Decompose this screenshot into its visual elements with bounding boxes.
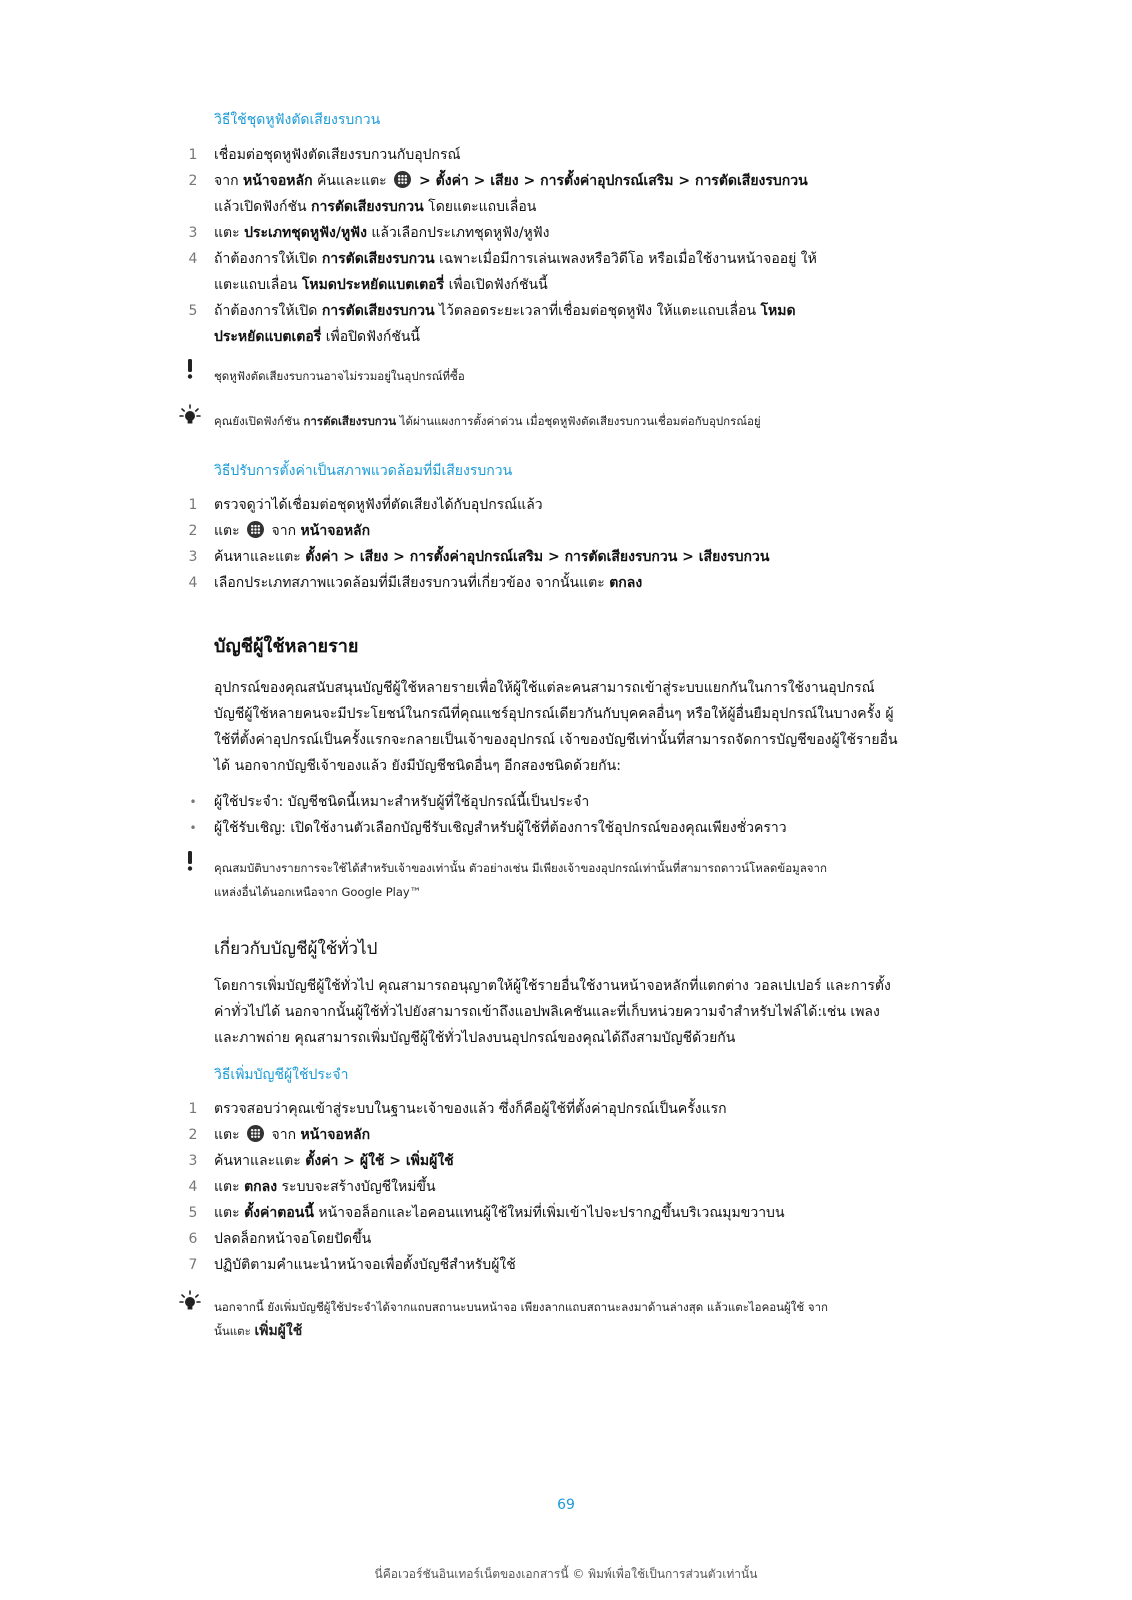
step-number: 3 (188, 1153, 198, 1169)
tip-text: นอกจากนี้ ยังเพิ่มบัญชีผู้ใช้ประจำได้จากแถบสถานะบนหน้าจอ เพียงลากแถบสถานะลงมาด้านล่างสุด แล้วแตะไอคอนผู้ใช้ จาก นั้นแตะ เพิ่มผู้ใช้ (214, 1300, 829, 1339)
step-text-continued: แล้วเปิดฟังก์ชัน การตัดเสียงรบกวน โดยแตะแถบเลื่อน (214, 199, 537, 215)
exclamation-icon (181, 850, 199, 872)
note-text: ชุดหูฟังตัดเสียงรบกวนอาจไม่รวมอยู่ในอุปกรณ์ที่ซื้อ (214, 369, 465, 383)
bullet-marker: • (189, 795, 197, 809)
step-text-continued: ประหยัดแบตเตอรี่ เพื่อปิดฟังก์ชันนี้ (214, 329, 420, 345)
step-number: 3 (188, 225, 198, 241)
step-text: เลือกประเภทสภาพแวดล้อมที่มีเสียงรบกวนที่เกี่ยวข้อง จากนั้นแตะ ตกลง (214, 575, 643, 591)
apps-dots-icon (394, 171, 411, 188)
step-number: 5 (188, 1205, 198, 1221)
step-text: เชื่อมต่อชุดหูฟังตัดเสียงรบกวนกับอุปกรณ์ (214, 147, 461, 163)
step-text-continued: แตะแถบเลื่อน โหมดประหยัดแบตเตอรี่ เพื่อเปิดฟังก์ชันนี้ (214, 277, 548, 293)
section-heading: วิธีใช้ชุดหูฟังตัดเสียงรบกวน (214, 112, 381, 128)
step-number: 1 (188, 147, 198, 163)
step-text: ค้นหาและแตะ ตั้งค่า > ผู้ใช้ > เพิ่มผู้ใช้ (214, 1153, 454, 1169)
step-text: จาก หน้าจอหลัก ค้นและแตะ > ตั้งค่า > เสียง > การตั้งค่าอุปกรณ์เสริม > การตัดเสียงรบกวน (214, 173, 808, 189)
body-paragraph: โดยการเพิ่มบัญชีผู้ใช้ทั่วไป คุณสามารถอนุญาตให้ผู้ใช้รายอื่นใช้งานหน้าจอหลักที่แตกต่าง วอลเปเปอร์ และการตั้ง ค่าทั่วไปได้ นอกจากนั้นผู้ใช้ทั่วไปยังสามารถเข้าถึงแอปพลิเคชันและที่เก็บหน่วยความจำสำหรับไฟล์ได้:เช่น เพลง และภาพถ่าย คุณสามารถเพิ่มบัญชีผู้ใช้ทั่วไปลงบนอุปกรณ์ของคุณได้ถึงสามบัญชีด้วยกัน (214, 978, 891, 1046)
bullet-text: ผู้ใช้ประจำ: บัญชีชนิดนี้เหมาะสำหรับผู้ที่ใช้อุปกรณ์นี้เป็นประจำ (214, 794, 590, 810)
lightbulb-icon (179, 1290, 201, 1312)
step-text: ตรวจสอบว่าคุณเข้าสู่ระบบในฐานะเจ้าของแล้ว ซึ่งก็คือผู้ใช้ที่ตั้งค่าอุปกรณ์เป็นครั้งแรก (214, 1101, 727, 1117)
note-text: คุณสมบัติบางรายการจะใช้ได้สำหรับเจ้าของเท่านั้น ตัวอย่างเช่น มีเพียงเจ้าของอุปกรณ์เท่านั้นที่สามารถดาวน์โหลดข้อมูลจาก แหล่งอื่นได้นอกเหนือจาก Google Play™ (214, 861, 827, 899)
step-number: 4 (188, 575, 198, 591)
step-number: 2 (188, 173, 198, 189)
footer-notice: นี่คือเวอร์ชันอินเทอร์เน็ตของเอกสารนี้ © พิมพ์เพื่อใช้เป็นการส่วนตัวเท่านั้น (374, 1567, 758, 1581)
page-number: 69 (557, 1497, 575, 1513)
step-text: แตะ ประเภทชุดหูฟัง/หูฟัง แล้วเลือกประเภทชุดหูฟัง/หูฟัง (214, 225, 550, 241)
step-text: ปฏิบัติตามคำแนะนำหน้าจอเพื่อตั้งบัญชีสำหรับผู้ใช้ (214, 1257, 516, 1273)
step-text: แตะ จาก หน้าจอหลัก (214, 1127, 371, 1143)
step-text: แตะ จาก หน้าจอหลัก (214, 523, 371, 539)
section-heading: วิธีปรับการตั้งค่าเป็นสภาพแวดล้อมที่มีเสียงรบกวน (214, 463, 513, 479)
step-number: 2 (188, 523, 198, 539)
step-text: แตะ ตั้งค่าตอนนี้ หน้าจอล็อกและไอคอนแทนผู้ใช้ใหม่ที่เพิ่มเข้าไปจะปรากฏขึ้นบริเวณมุมขวาบน (214, 1205, 785, 1221)
step-number: 4 (188, 1179, 198, 1195)
step-number: 2 (188, 1127, 198, 1143)
step-text: ค้นหาและแตะ ตั้งค่า > เสียง > การตั้งค่าอุปกรณ์เสริม > การตัดเสียงรบกวน > เสียงรบกวน (214, 549, 770, 565)
exclamation-icon (181, 358, 199, 380)
step-number: 6 (188, 1231, 198, 1247)
section-heading: วิธีเพิ่มบัญชีผู้ใช้ประจำ (214, 1067, 349, 1083)
step-number: 5 (188, 303, 198, 319)
step-number: 7 (188, 1257, 198, 1273)
step-text: แตะ ตกลง ระบบจะสร้างบัญชีใหม่ขึ้น (214, 1179, 436, 1195)
step-number: 4 (188, 251, 198, 267)
apps-dots-icon (247, 521, 264, 538)
bullet-text: ผู้ใช้รับเชิญ: เปิดใช้งานตัวเลือกบัญชีรับเชิญสำหรับผู้ใช้ที่ต้องการใช้อุปกรณ์ของคุณเพียงชั่วคราว (214, 820, 787, 836)
bullet-marker: • (189, 821, 197, 835)
step-number: 1 (188, 1101, 198, 1117)
tip-text: คุณยังเปิดฟังก์ชัน การตัดเสียงรบกวน ได้ผ่านแผงการตั้งค่าด่วน เมื่อชุดหูฟังตัดเสียงรบกวนเชื่อมต่อกับอุปกรณ์อยู่ (214, 414, 761, 428)
apps-dots-icon (247, 1125, 264, 1142)
subsection-title: เกี่ยวกับบัญชีผู้ใช้ทั่วไป (214, 939, 378, 959)
step-number: 1 (188, 497, 198, 513)
step-text: ถ้าต้องการให้เปิด การตัดเสียงรบกวน ไว้ตลอดระยะเวลาที่เชื่อมต่อชุดหูฟัง ให้แตะแถบเลื่อน โหมด (214, 303, 796, 319)
step-number: 3 (188, 549, 198, 565)
step-text: ถ้าต้องการให้เปิด การตัดเสียงรบกวน เฉพาะเมื่อมีการเล่นเพลงหรือวิดีโอ หรือเมื่อใช้งานหน้าจออยู่ ให้ (214, 251, 817, 267)
body-paragraph: อุปกรณ์ของคุณสนับสนุนบัญชีผู้ใช้หลายรายเพื่อให้ผู้ใช้แต่ละคนสามารถเข้าสู่ระบบแยกกันในการใช้งานอุปกรณ์ บัญชีผู้ใช้หลายคนจะมีประโยชน์ในกรณีที่คุณแชร์อุปกรณ์เดียวกันกับบุคคลอื่นๆ หรือให้ผู้อื่นยืมอุปกรณ์ในบางครั้ง ผู้ ใช้ที่ตั้งค่าอุปกรณ์เป็นครั้งแรกจะกลายเป็นเจ้าของอุปกรณ์ เจ้าของบัญชีเท่านั้นที่สามารถจัดการบัญชีของผู้ใช้รายอื่น ได้ นอกจากบัญชีเจ้าของแล้ว ยังมีบัญชีชนิดอื่นๆ อีกสองชนิดด้วยกัน: (214, 680, 898, 774)
lightbulb-icon (179, 404, 201, 426)
page-section-title: บัญชีผู้ใช้หลายราย (214, 636, 359, 657)
step-text: ปลดล็อกหน้าจอโดยปัดขึ้น (214, 1231, 372, 1247)
step-text: ตรวจดูว่าได้เชื่อมต่อชุดหูฟังที่ตัดเสียงได้กับอุปกรณ์แล้ว (214, 497, 543, 513)
